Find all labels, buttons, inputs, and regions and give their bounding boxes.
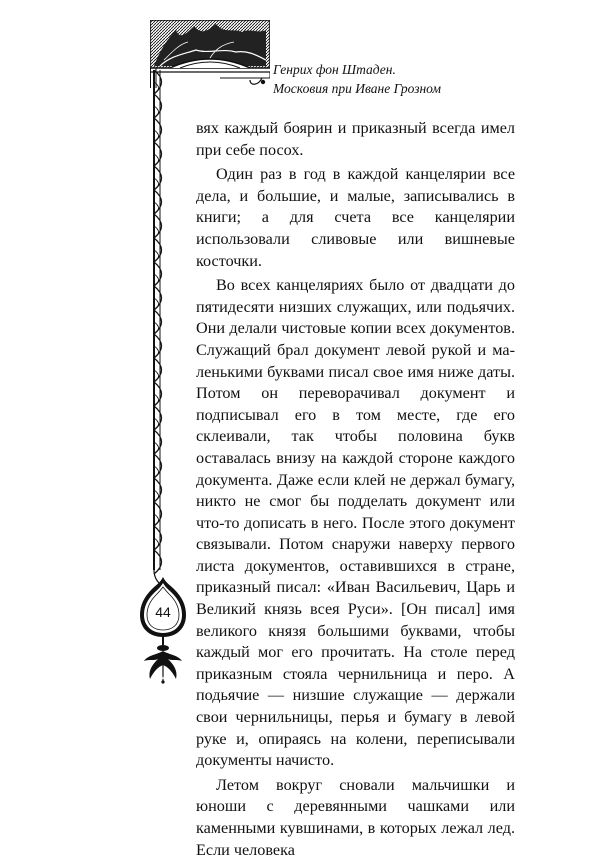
header-book-title: Московия при Иване Грозном [273,81,442,96]
running-header [273,60,523,98]
paragraph: Во всех канцеляриях было от двадцати до пятидесяти низших служащих, или подьячих. Они делали чистовые копии всех документов. Служащий брал документ левой рукой и маленькими буквами писал свое имя ниже даты. Потом он переворачивал документ и подписывал его в том месте, где его склеивали, так чтобы половина букв оставалась внизу на каждой стороне каждого документа. Даже если клей не держал бумагу, никто не смог бы подделать документ или что-то дописать в него. После этого документ связывали. Потом снаружи наверху первого листа документов, оставившихся в стране, приказный писал: «Иван Васильевич, Царь и Великий князь всея Руси». [Он писал] имя великого князя большими буквами, чтобы каждый мог его прочитать. На столе перед приказным стояла чернильница и перо. А подьячие — низшие служащие — держали свои чернильницы, перья и бумагу в левой руке и, опираясь на колени, переписывали документы начисто. [196,276,515,770]
side-border-ornament [150,70,178,590]
paragraph: Летом вокруг сновали мальчишки и юноши с деревянными чашками или каменными кувшинами, в которых лежал лед. Если человека [196,775,515,859]
page-number-medallion [138,575,188,685]
paragraph: вях каждый боярин и приказный всегда имел при себе посох. [196,119,515,159]
header-author: Генрих фон Штаден. [273,62,396,77]
page-number: 44 [155,604,171,620]
paragraph: Один раз в год в каждой канцелярии все дела, и большие, и малые, записывались в книги; а для счета все канцелярии использовали сливовые или вишневые косточки. [196,165,515,270]
